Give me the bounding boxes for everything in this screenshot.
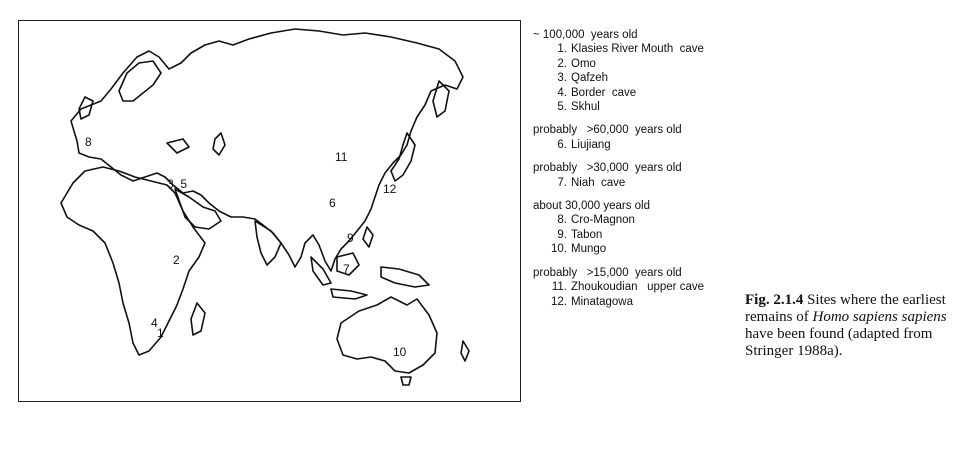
site-label-4: 4 bbox=[151, 316, 158, 330]
caption-text-2: have been found (adapted from Stringer 1988a). bbox=[745, 326, 933, 359]
sumatra-outline bbox=[311, 257, 331, 285]
eurasia-outline bbox=[71, 29, 463, 271]
legend-group-100k bbox=[533, 28, 743, 114]
site-label-8: 8 bbox=[85, 135, 92, 149]
legend-item: 3. Qafzeh bbox=[557, 72, 609, 85]
site-label-12: 12 bbox=[383, 182, 397, 196]
site-label-1: 1 bbox=[157, 326, 164, 340]
legend-item: 1. Klasies River Mouth cave bbox=[557, 43, 704, 56]
legend-group-30k-probable bbox=[533, 161, 743, 190]
legend-item: 4. Border cave bbox=[557, 86, 637, 99]
australia-outline bbox=[337, 297, 437, 373]
britain-outline bbox=[79, 97, 93, 119]
legend-heading: probably >15,000 years old bbox=[533, 266, 682, 279]
legend-group-15k bbox=[533, 266, 743, 309]
legend-item: 2. Omo bbox=[557, 57, 596, 70]
new-guinea-outline bbox=[381, 267, 429, 287]
site-label-3-5: 3, 5 bbox=[167, 177, 188, 191]
scandinavia-outline bbox=[119, 61, 161, 101]
site-label-9: 9 bbox=[347, 231, 354, 245]
legend-item: 6. Liujiang bbox=[557, 138, 611, 151]
map-outline bbox=[19, 21, 521, 402]
legend-item: 7. Niah cave bbox=[557, 176, 626, 189]
tasmania-outline bbox=[401, 377, 411, 385]
world-map bbox=[18, 20, 521, 402]
madagascar-outline bbox=[191, 303, 205, 335]
philippines-outline bbox=[363, 227, 373, 247]
legend-heading: probably >60,000 years old bbox=[533, 124, 682, 137]
legend-item: 9. Tabon bbox=[557, 228, 603, 241]
legend-item: 12. Minatagowa bbox=[551, 295, 634, 308]
black-sea bbox=[167, 139, 189, 153]
india-outline bbox=[255, 221, 281, 265]
site-label-7: 7 bbox=[343, 262, 350, 276]
legend-item: 10. Mungo bbox=[551, 243, 607, 256]
site-label-10: 10 bbox=[393, 345, 407, 359]
site-legend bbox=[533, 28, 743, 318]
site-label-6: 6 bbox=[329, 196, 336, 210]
caption-species: Homo sapiens sapiens bbox=[812, 309, 947, 325]
legend-item: 5. Skhul bbox=[557, 101, 600, 114]
legend-heading: ~ 100,000 years old bbox=[533, 29, 638, 41]
legend-heading: probably >30,000 years old bbox=[533, 162, 682, 175]
legend-item: 11. Zhoukoudian upper cave bbox=[551, 281, 704, 294]
caspian-sea bbox=[213, 133, 225, 155]
figure-caption bbox=[745, 292, 965, 360]
site-label-11: 11 bbox=[335, 150, 348, 164]
new-zealand-outline bbox=[461, 341, 469, 361]
legend-group-30k bbox=[533, 199, 743, 257]
japan-outline bbox=[391, 133, 415, 181]
legend-group-60k bbox=[533, 123, 743, 152]
caption-text-1: Sites where the earliest remains of bbox=[745, 292, 946, 325]
java-outline bbox=[331, 289, 367, 299]
legend-item: 8. Cro-Magnon bbox=[557, 214, 635, 227]
site-label-2: 2 bbox=[173, 253, 180, 267]
africa-outline bbox=[61, 167, 205, 355]
legend-heading: about 30,000 years old bbox=[533, 200, 651, 213]
figure-number: Fig. 2.1.4 bbox=[745, 292, 804, 308]
